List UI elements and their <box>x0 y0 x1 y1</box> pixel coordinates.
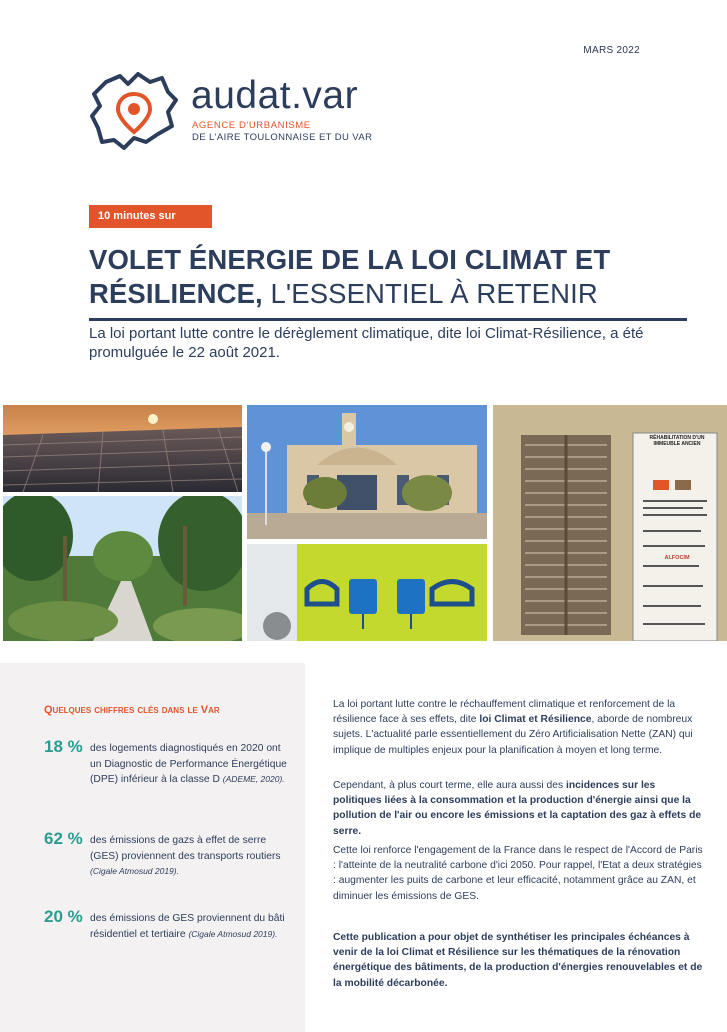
series-tag: 10 minutes sur <box>89 205 212 228</box>
audat-var-logo <box>88 70 388 155</box>
paragraph-text: Cependant, à plus court terme, elle aura aussi des <box>333 780 566 791</box>
body-paragraph-3: Cette loi renforce l'engagement de la France dans le respect de l'Accord de Paris : l'atteinte de la neutralité carbone d'ici 2050. Pour rappel, l'Etat a deux stratégies : augmenter les puits de carbone et leur efficacité, notamment grâce au ZAN, et diminuer les émissions de GES. <box>333 845 703 902</box>
sign-title: RÉHABILITATION D'UN IMMEUBLE ANCIEN <box>649 435 705 447</box>
logo-subtitle-line1: AGENCE D'URBANISME <box>192 120 311 131</box>
key-figure-text <box>90 833 288 880</box>
logo-name: audat.var <box>191 74 359 117</box>
title-divider <box>89 318 687 321</box>
page-title <box>89 243 689 311</box>
intro-text: La loi portant lutte contre le dérèglement climatique, dite loi Climat-Résilience, a été promulguée le 22 août 2021. <box>89 325 644 361</box>
title-regular: L'ESSENTIEL À RETENIR <box>262 278 598 309</box>
solar-panels-photo <box>3 405 242 492</box>
body-paragraph-4: Cette publication a pour objet de synthétiser les principales échéances à venir de la loi Climat et Résilience sur les thématiques de la rénovation énergétique des bâtiments, de la production d'énergies renouvelables et de la mobilité décarbonée. <box>333 932 703 989</box>
palm-path-photo <box>3 496 242 641</box>
key-figure-source: (ADEME, 2020). <box>222 774 285 784</box>
key-figure-value: 18 % <box>44 737 83 756</box>
paragraph-emphasis: incidences sur les politiques liées à la consommation et la production d'énergie ainsi que la pollution de l'air ou encore les émissions et la captation des gaz à effets de serre. <box>333 780 702 837</box>
key-figure-description: des émissions de GES proviennent du bâti résidentiel et tertiaire <box>90 913 285 940</box>
key-figure-description: des émissions de gazs à effet de serre (GES) proviennent des transports routiers <box>90 835 281 862</box>
ev-charging-photo <box>247 544 487 641</box>
key-figure-text <box>90 911 288 942</box>
paragraph-emphasis: loi Climat et Résilience <box>479 714 592 726</box>
var-map-pin-icon <box>88 70 180 152</box>
key-figure-text <box>90 741 288 788</box>
paragraph-text: , aborde de nombreux sujets. L'actualité parle essentiellement du Zéro Artificialisation Nette (ZAN) qui implique de multiples enjeux pour la planification à moyen et long terme. <box>333 714 693 756</box>
key-figure-source: (Cigale Atmosud 2019). <box>90 866 179 876</box>
key-figure-value: 20 % <box>44 907 83 926</box>
sign-name: ALFOCIM <box>664 555 690 561</box>
title-bold: VOLET ÉNERGIE DE LA LOI CLIMAT ET RÉSILIENCE, <box>89 244 611 309</box>
renovation-sign-photo <box>493 405 727 641</box>
body-paragraph-2 <box>333 778 705 839</box>
paragraph-text: La loi portant lutte contre le réchauffement climatique et renforcement de la résilience face à ses effets, dite <box>333 699 676 726</box>
body-paragraph-1 <box>333 697 705 758</box>
logo-subtitle-line2: DE L'AIRE TOULONNAISE ET DU VAR <box>192 132 373 143</box>
key-figure-source: (Cigale Atmosud 2019). <box>188 928 278 939</box>
key-figure-description: des logements diagnostiqués en 2020 ont un Diagnostic de Performance Énergétique (DPE) inférieur à la classe D <box>90 743 287 785</box>
train-station-photo <box>247 405 487 539</box>
publication-date: MARS 2022 <box>583 45 640 56</box>
key-figure-value: 62 % <box>44 829 83 848</box>
key-figures-title: Quelques chiffres clés dans le Var <box>44 704 220 716</box>
